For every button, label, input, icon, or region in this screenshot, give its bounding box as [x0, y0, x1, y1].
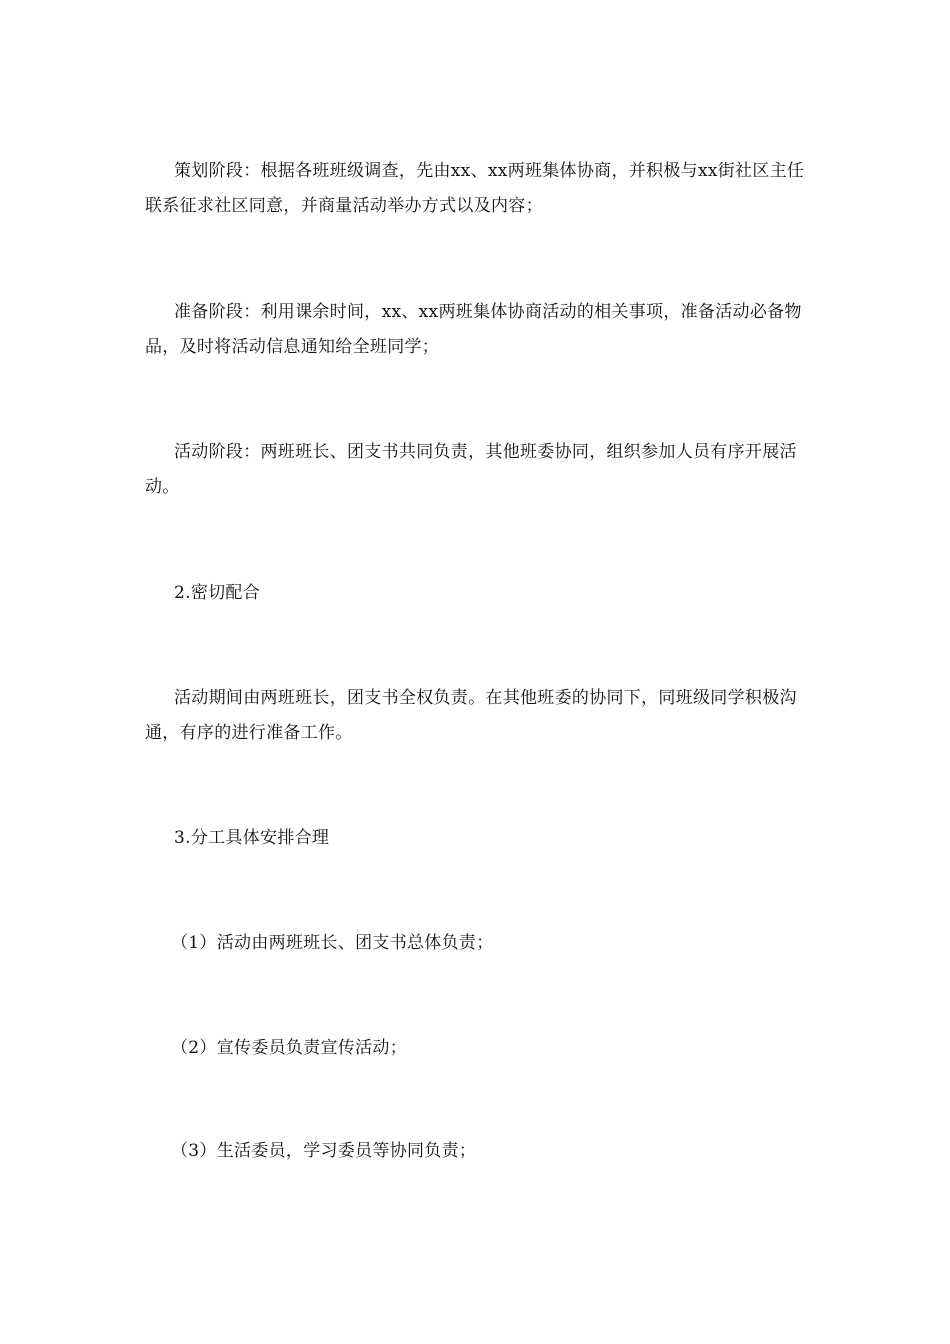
paragraph-activity-stage: 活动阶段：两班班长、团支书共同负责，其他班委协同，组织参加人员有序开展活动。 — [145, 442, 797, 497]
paragraph-preparation-stage: 准备阶段：利用课余时间，xx、xx两班集体协商活动的相关事项，准备活动必备物品，及时将活动信息通知给全班同学； — [145, 302, 802, 357]
list-item-1: （1）活动由两班班长、团支书总体负责； — [171, 933, 494, 953]
paragraph-planning-stage: 策划阶段：根据各班班级调查，先由xx、xx两班集体协商，并积极与xx街社区主任联系征求社区同意，并商量活动举办方式以及内容； — [145, 161, 805, 216]
list-item-3: （3）生活委员，学习委员等协同负责； — [171, 1141, 477, 1161]
list-item-2: （2）宣传委员负责宣传活动； — [171, 1038, 408, 1058]
heading-division-of-labor: 3.分工具体安排合理 — [174, 828, 330, 848]
paragraph-activity-period: 活动期间由两班班长，团支书全权负责。在其他班委的协同下，同班级同学积极沟通，有序的进行准备工作。 — [145, 688, 797, 743]
heading-close-cooperation: 2.密切配合 — [174, 583, 261, 603]
